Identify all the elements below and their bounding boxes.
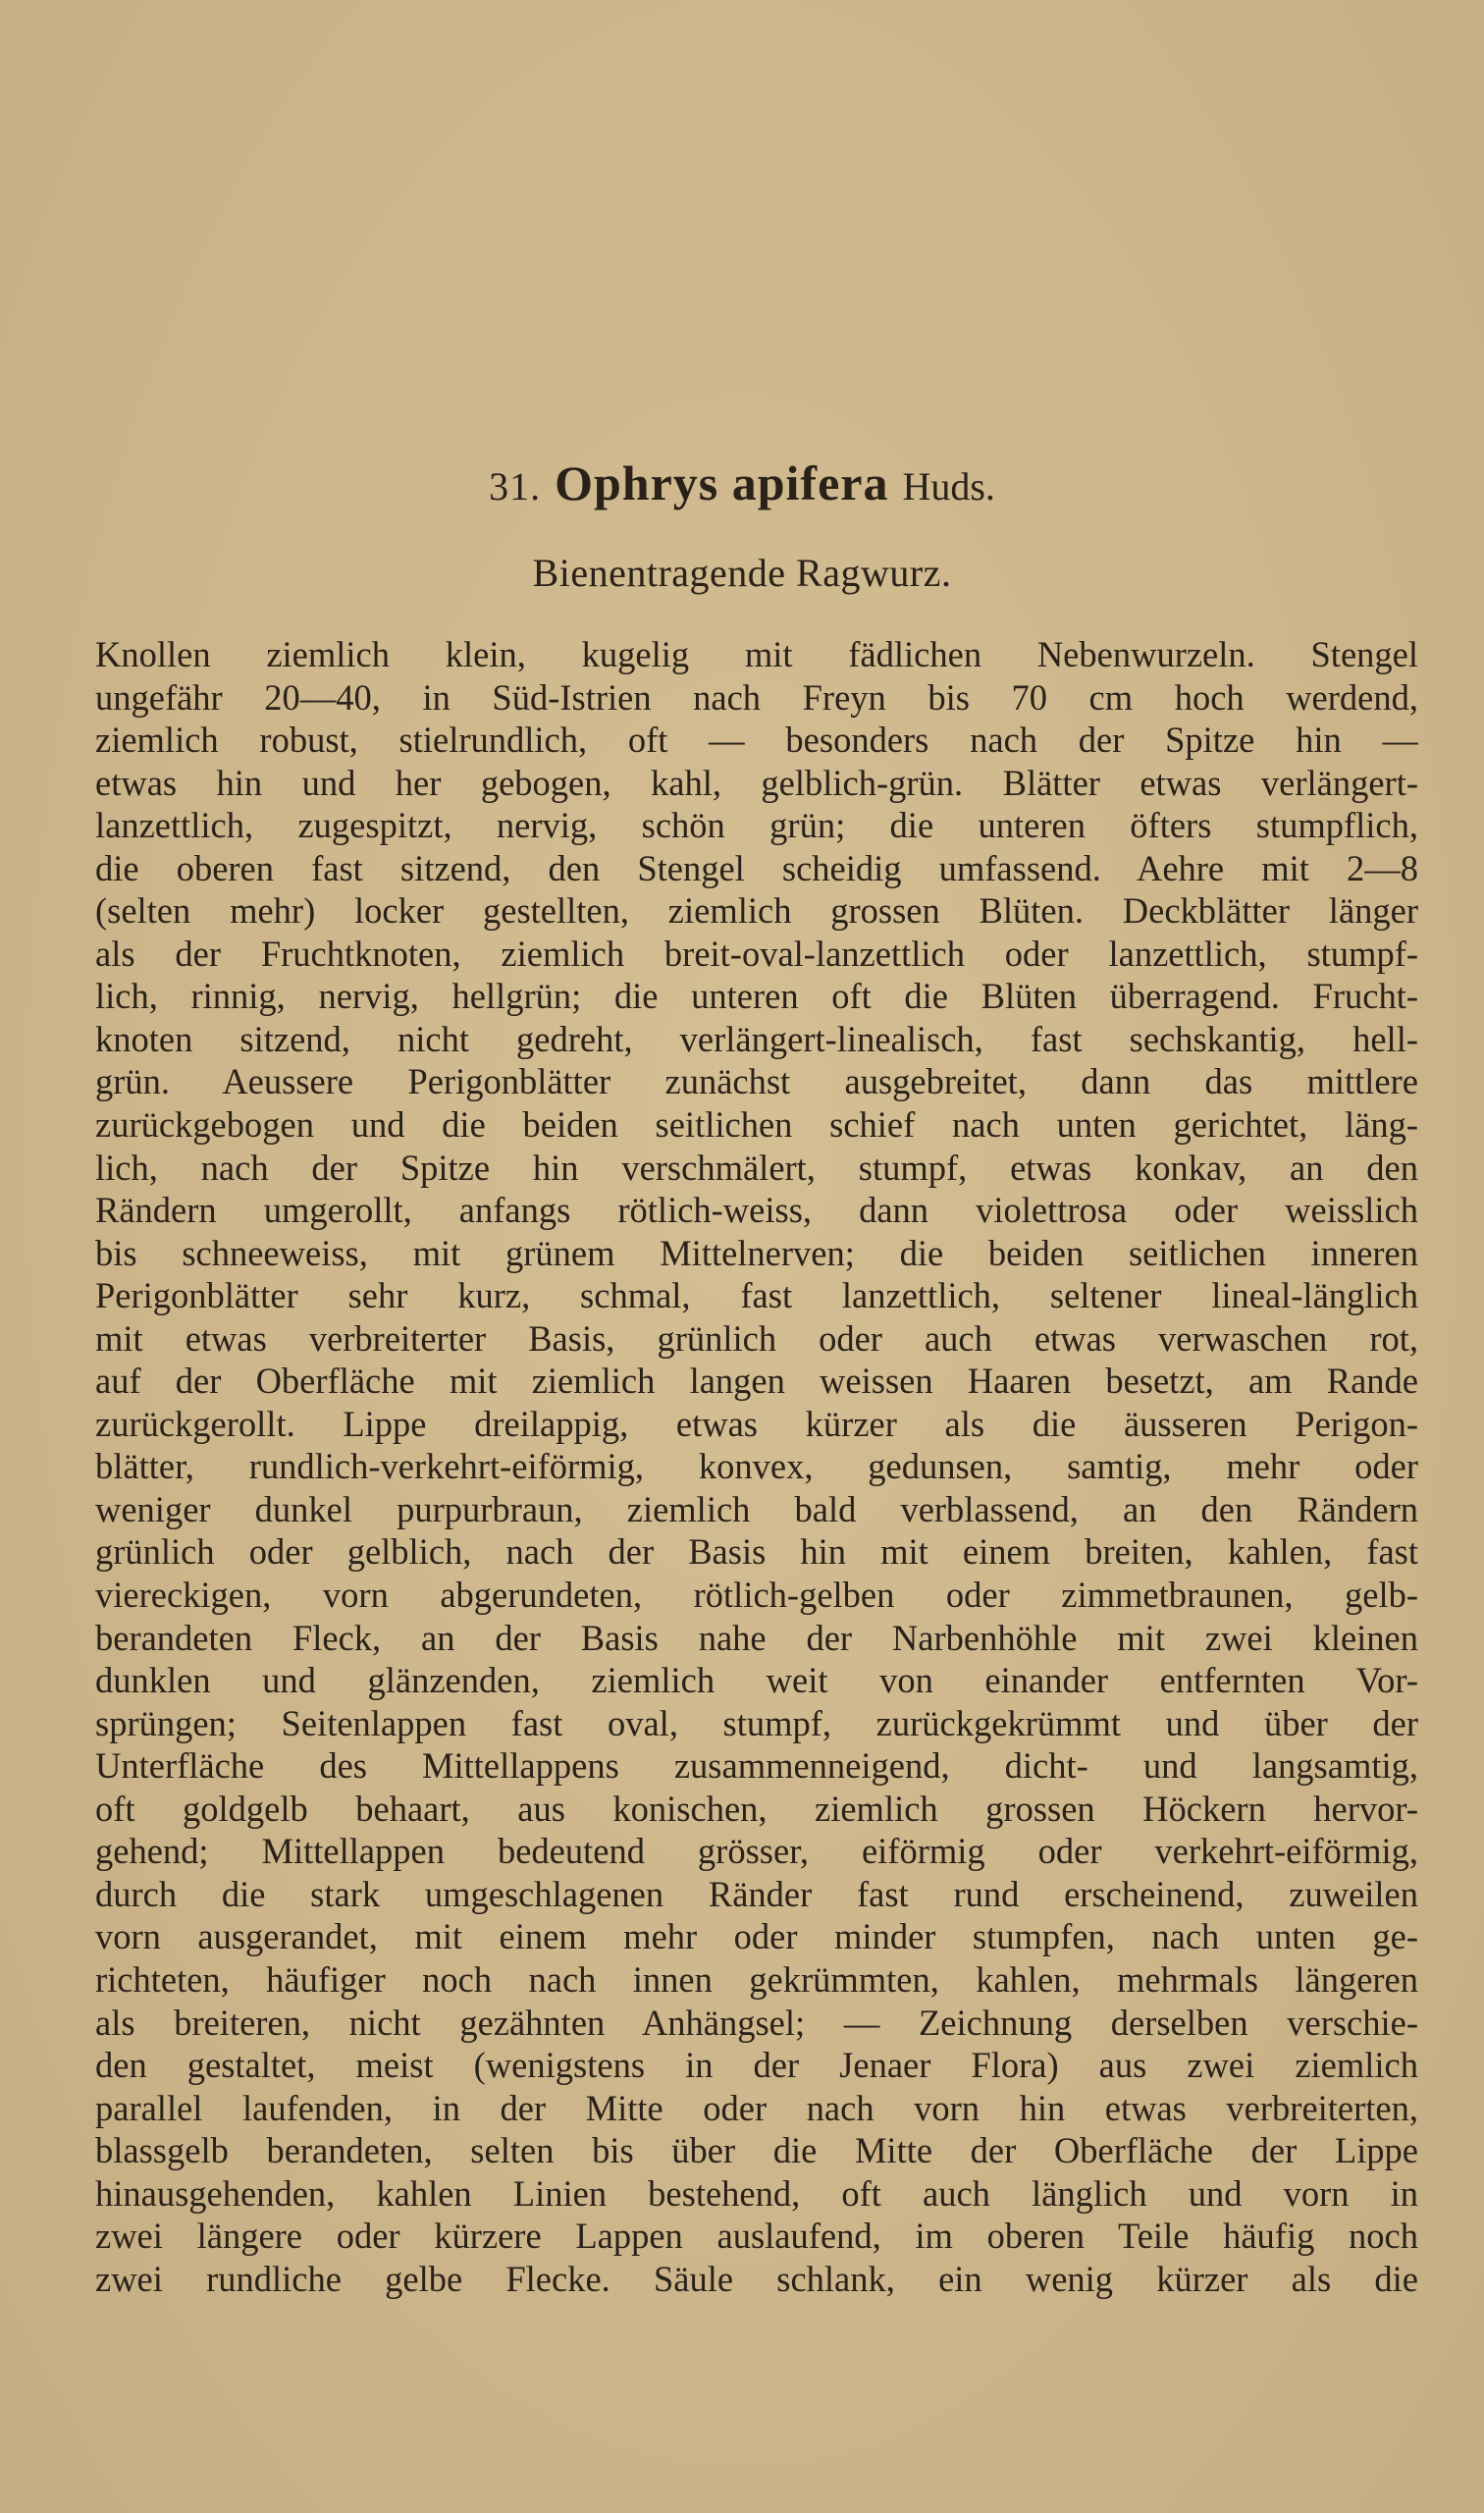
text-line: vorn ausgerandet, mit einem mehr oder minder stumpfen, nach unten ge-: [95, 1916, 1418, 1957]
description-body: [95, 633, 1418, 2300]
text-line: zwei rundliche gelbe Flecke. Säule schlank, ein wenig kürzer als die: [95, 2258, 1418, 2299]
text-line: sprüngen; Seitenlappen fast oval, stumpf, zurückgekrümmt und über der: [95, 1702, 1418, 1743]
species-name: Ophrys apifera: [555, 455, 889, 510]
text-line: dunklen und glänzenden, ziemlich weit von einander entfernten Vor-: [95, 1660, 1418, 1701]
species-heading: [0, 454, 1484, 516]
text-line: bis schneeweiss, mit grünem Mittelnerven; die beiden seitlichen inneren: [95, 1232, 1418, 1273]
text-line: blätter, rundlich-verkehrt-eiförmig, konvex, gedunsen, samtig, mehr oder: [95, 1446, 1418, 1487]
species-number: 31.: [489, 464, 542, 508]
text-line: als breiteren, nicht gezähnten Anhängsel; — Zeichnung derselben verschie-: [95, 2002, 1418, 2043]
text-line: knoten sitzend, nicht gedreht, verlängert-linealisch, fast sechskantig, hell-: [95, 1018, 1418, 1059]
text-line: mit etwas verbreiterter Basis, grünlich oder auch etwas verwaschen rot,: [95, 1317, 1418, 1359]
text-line: durch die stark umgeschlagenen Ränder fast rund erscheinend, zuweilen: [95, 1873, 1418, 1914]
text-line: Knollen ziemlich klein, kugelig mit fädlichen Nebenwurzeln. Stengel: [95, 634, 1418, 674]
text-line: lich, rinnig, nervig, hellgrün; die unteren oft die Blüten überragend. Frucht-: [95, 976, 1418, 1017]
text-line: oft goldgelb behaart, aus konischen, ziemlich grossen Höckern hervor-: [95, 1788, 1418, 1829]
text-line: den gestaltet, meist (wenigstens in der Jenaer Flora) aus zwei ziemlich: [95, 2045, 1418, 2086]
text-line: ziemlich robust, stielrundlich, oft — besonders nach der Spitze hin —: [95, 720, 1418, 761]
text-line: ungefähr 20—40, in Süd-Istrien nach Freyn bis 70 cm hoch werdend,: [95, 676, 1418, 718]
text-line: hinausgehenden, kahlen Linien bestehend, oft auch länglich und vorn in: [95, 2172, 1418, 2214]
text-line: zwei längere oder kürzere Lappen auslaufend, im oberen Teile häufig noch: [95, 2216, 1418, 2257]
text-line: Perigonblätter sehr kurz, schmal, fast lanzettlich, seltener lineal-länglich: [95, 1275, 1418, 1316]
text-line: grün. Aeussere Perigonblätter zunächst ausgebreitet, dann das mittlere: [95, 1061, 1418, 1102]
text-line: viereckigen, vorn abgerundeten, rötlich-gelben oder zimmetbraunen, gelb-: [95, 1575, 1418, 1616]
text-line: als der Fruchtknoten, ziemlich breit-oval-lanzettlich oder lanzettlich, stumpf-: [95, 933, 1418, 974]
common-name: Bienentragende Ragwurz.: [532, 551, 952, 595]
text-line: (selten mehr) locker gestellten, ziemlich grossen Blüten. Deckblätter länger: [95, 890, 1418, 932]
species-author: Huds.: [902, 464, 995, 508]
text-line: lich, nach der Spitze hin verschmälert, stumpf, etwas konkav, an den: [95, 1147, 1418, 1188]
text-line: auf der Oberfläche mit ziemlich langen weissen Haaren besetzt, am Rande: [95, 1361, 1418, 1402]
text-line: lanzettlich, zugespitzt, nervig, schön grün; die unteren öfters stumpflich,: [95, 805, 1418, 846]
text-line: Unterfläche des Mittellappens zusammenneigend, dicht- und langsamtig,: [95, 1745, 1418, 1787]
text-line: blassgelb berandeten, selten bis über die Mitte der Oberfläche der Lippe: [95, 2130, 1418, 2171]
text-line: berandeten Fleck, an der Basis nahe der Narbenhöhle mit zwei kleinen: [95, 1617, 1418, 1658]
text-line: zurückgerollt. Lippe dreilappig, etwas kürzer als die äusseren Perigon-: [95, 1403, 1418, 1444]
text-line: grünlich oder gelblich, nach der Basis hin mit einem breiten, kahlen, fast: [95, 1531, 1418, 1573]
text-line: Rändern umgerollt, anfangs rötlich-weiss, dann violettrosa oder weisslich: [95, 1190, 1418, 1231]
text-line: gehend; Mittellappen bedeutend grösser, eiförmig oder verkehrt-eiförmig,: [95, 1831, 1418, 1872]
text-line: richteten, häufiger noch nach innen gekrümmten, kahlen, mehrmals längeren: [95, 1958, 1418, 2000]
text-line: weniger dunkel purpurbraun, ziemlich bald verblassend, an den Rändern: [95, 1488, 1418, 1529]
text-line: zurückgebogen und die beiden seitlichen schief nach unten gerichtet, läng-: [95, 1104, 1418, 1146]
text-line: etwas hin und her gebogen, kahl, gelblich-grün. Blätter etwas verlängert-: [95, 762, 1418, 803]
text-line: die oberen fast sitzend, den Stengel scheidig umfassend. Aehre mit 2—8: [95, 847, 1418, 888]
text-line: parallel laufenden, in der Mitte oder nach vorn hin etwas verbreiterten,: [95, 2087, 1418, 2128]
